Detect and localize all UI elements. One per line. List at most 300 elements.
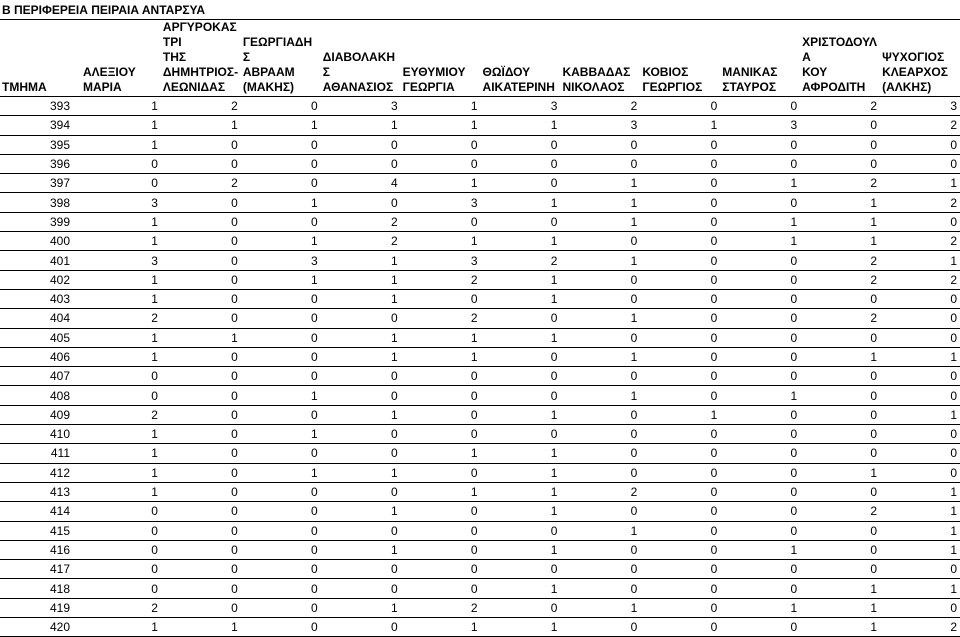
vote-count-cell[interactable]: 3: [560, 116, 640, 135]
vote-count-cell[interactable]: 3: [720, 116, 800, 135]
vote-count-cell[interactable]: 1: [321, 598, 401, 617]
vote-count-cell[interactable]: 0: [720, 463, 800, 482]
vote-count-cell[interactable]: 0: [161, 309, 241, 328]
vote-count-cell[interactable]: 0: [481, 521, 561, 540]
vote-count-cell[interactable]: 0: [560, 579, 640, 598]
vote-count-cell[interactable]: 0: [241, 502, 321, 521]
vote-count-cell[interactable]: 1: [321, 502, 401, 521]
vote-count-cell[interactable]: 1: [321, 463, 401, 482]
section-number-cell[interactable]: 413: [0, 482, 81, 501]
vote-count-cell[interactable]: 0: [640, 560, 720, 579]
vote-count-cell[interactable]: 0: [321, 425, 401, 444]
vote-count-cell[interactable]: 0: [161, 347, 241, 366]
vote-count-cell[interactable]: 1: [880, 540, 960, 559]
vote-count-cell[interactable]: 0: [241, 97, 321, 116]
vote-count-cell[interactable]: 3: [401, 251, 481, 270]
vote-count-cell[interactable]: 0: [640, 579, 720, 598]
vote-count-cell[interactable]: 0: [560, 289, 640, 308]
section-number-cell[interactable]: 397: [0, 174, 81, 193]
vote-count-cell[interactable]: 1: [481, 618, 561, 637]
vote-count-cell[interactable]: 0: [640, 347, 720, 366]
vote-count-cell[interactable]: 2: [401, 309, 481, 328]
vote-count-cell[interactable]: 0: [241, 212, 321, 231]
section-number-cell[interactable]: 415: [0, 521, 81, 540]
vote-count-cell[interactable]: 1: [321, 270, 401, 289]
vote-count-cell[interactable]: 1: [241, 193, 321, 212]
vote-count-cell[interactable]: 0: [800, 405, 880, 424]
section-number-cell[interactable]: 406: [0, 347, 81, 366]
vote-count-cell[interactable]: 2: [560, 97, 640, 116]
vote-count-cell[interactable]: 0: [81, 540, 161, 559]
vote-count-cell[interactable]: 0: [800, 386, 880, 405]
vote-count-cell[interactable]: 0: [800, 328, 880, 347]
section-number-cell[interactable]: 400: [0, 232, 81, 251]
vote-count-cell[interactable]: 0: [81, 502, 161, 521]
vote-count-cell[interactable]: 0: [161, 482, 241, 501]
vote-count-cell[interactable]: 0: [321, 367, 401, 386]
vote-count-cell[interactable]: 0: [161, 154, 241, 173]
vote-count-cell[interactable]: 0: [640, 289, 720, 308]
vote-count-cell[interactable]: 0: [720, 579, 800, 598]
vote-count-cell[interactable]: 0: [880, 425, 960, 444]
vote-count-cell[interactable]: 2: [401, 598, 481, 617]
vote-count-cell[interactable]: 1: [800, 598, 880, 617]
vote-count-cell[interactable]: 0: [241, 174, 321, 193]
vote-count-cell[interactable]: 0: [321, 560, 401, 579]
vote-count-cell[interactable]: 0: [481, 560, 561, 579]
vote-count-cell[interactable]: 0: [640, 97, 720, 116]
vote-count-cell[interactable]: 0: [800, 482, 880, 501]
vote-count-cell[interactable]: 0: [880, 289, 960, 308]
vote-count-cell[interactable]: 1: [81, 289, 161, 308]
vote-count-cell[interactable]: 1: [321, 289, 401, 308]
vote-count-cell[interactable]: 0: [880, 598, 960, 617]
vote-count-cell[interactable]: 1: [481, 232, 561, 251]
vote-count-cell[interactable]: 0: [800, 521, 880, 540]
vote-count-cell[interactable]: 0: [720, 135, 800, 154]
vote-count-cell[interactable]: 1: [481, 540, 561, 559]
vote-count-cell[interactable]: 0: [481, 367, 561, 386]
vote-count-cell[interactable]: 1: [640, 116, 720, 135]
vote-count-cell[interactable]: 0: [880, 328, 960, 347]
section-number-cell[interactable]: 399: [0, 212, 81, 231]
vote-count-cell[interactable]: 0: [401, 425, 481, 444]
vote-count-cell[interactable]: 0: [560, 154, 640, 173]
vote-count-cell[interactable]: 0: [401, 154, 481, 173]
vote-count-cell[interactable]: 0: [241, 347, 321, 366]
vote-count-cell[interactable]: 0: [81, 386, 161, 405]
vote-count-cell[interactable]: 0: [720, 405, 800, 424]
vote-count-cell[interactable]: 0: [241, 579, 321, 598]
vote-count-cell[interactable]: 0: [81, 174, 161, 193]
vote-count-cell[interactable]: 1: [81, 618, 161, 637]
vote-count-cell[interactable]: 2: [880, 270, 960, 289]
section-number-cell[interactable]: 402: [0, 270, 81, 289]
section-number-cell[interactable]: 403: [0, 289, 81, 308]
vote-count-cell[interactable]: 1: [81, 97, 161, 116]
vote-count-cell[interactable]: 1: [560, 174, 640, 193]
section-number-cell[interactable]: 395: [0, 135, 81, 154]
vote-count-cell[interactable]: 0: [640, 174, 720, 193]
vote-count-cell[interactable]: 0: [241, 444, 321, 463]
vote-count-cell[interactable]: 0: [401, 386, 481, 405]
vote-count-cell[interactable]: 0: [880, 135, 960, 154]
vote-count-cell[interactable]: 1: [800, 347, 880, 366]
vote-count-cell[interactable]: 0: [401, 212, 481, 231]
section-number-cell[interactable]: 419: [0, 598, 81, 617]
vote-count-cell[interactable]: 0: [880, 386, 960, 405]
vote-count-cell[interactable]: 0: [321, 309, 401, 328]
section-number-cell[interactable]: 412: [0, 463, 81, 482]
vote-count-cell[interactable]: 0: [161, 386, 241, 405]
vote-count-cell[interactable]: 0: [560, 502, 640, 521]
vote-count-cell[interactable]: 1: [880, 251, 960, 270]
section-number-cell[interactable]: 414: [0, 502, 81, 521]
vote-count-cell[interactable]: 1: [81, 482, 161, 501]
section-number-cell[interactable]: 410: [0, 425, 81, 444]
vote-count-cell[interactable]: 0: [321, 135, 401, 154]
vote-count-cell[interactable]: 2: [81, 309, 161, 328]
vote-count-cell[interactable]: 0: [880, 154, 960, 173]
vote-count-cell[interactable]: 0: [81, 521, 161, 540]
vote-count-cell[interactable]: 0: [720, 154, 800, 173]
vote-count-cell[interactable]: 2: [800, 270, 880, 289]
vote-count-cell[interactable]: 0: [800, 289, 880, 308]
vote-count-cell[interactable]: 0: [401, 502, 481, 521]
vote-count-cell[interactable]: 0: [720, 251, 800, 270]
vote-count-cell[interactable]: 0: [800, 540, 880, 559]
vote-count-cell[interactable]: 0: [481, 135, 561, 154]
vote-count-cell[interactable]: 2: [161, 174, 241, 193]
vote-count-cell[interactable]: 3: [241, 251, 321, 270]
vote-count-cell[interactable]: 1: [241, 463, 321, 482]
vote-count-cell[interactable]: 0: [640, 425, 720, 444]
vote-count-cell[interactable]: 1: [81, 347, 161, 366]
vote-count-cell[interactable]: 2: [560, 482, 640, 501]
vote-count-cell[interactable]: 0: [880, 444, 960, 463]
vote-count-cell[interactable]: 1: [560, 251, 640, 270]
vote-count-cell[interactable]: 1: [401, 232, 481, 251]
vote-count-cell[interactable]: 1: [321, 540, 401, 559]
vote-count-cell[interactable]: 0: [241, 618, 321, 637]
vote-count-cell[interactable]: 1: [81, 463, 161, 482]
vote-count-cell[interactable]: 1: [481, 116, 561, 135]
vote-count-cell[interactable]: 0: [720, 328, 800, 347]
vote-count-cell[interactable]: 1: [161, 328, 241, 347]
vote-count-cell[interactable]: 0: [640, 540, 720, 559]
vote-count-cell[interactable]: 0: [81, 154, 161, 173]
vote-count-cell[interactable]: 0: [161, 560, 241, 579]
vote-count-cell[interactable]: 0: [560, 328, 640, 347]
vote-count-cell[interactable]: 0: [880, 463, 960, 482]
vote-count-cell[interactable]: 0: [241, 135, 321, 154]
vote-count-cell[interactable]: 0: [481, 425, 561, 444]
vote-count-cell[interactable]: 0: [481, 598, 561, 617]
vote-count-cell[interactable]: 0: [720, 502, 800, 521]
vote-count-cell[interactable]: 0: [161, 540, 241, 559]
vote-count-cell[interactable]: 1: [481, 444, 561, 463]
vote-count-cell[interactable]: 0: [640, 328, 720, 347]
vote-count-cell[interactable]: 0: [800, 135, 880, 154]
vote-count-cell[interactable]: 1: [401, 116, 481, 135]
vote-count-cell[interactable]: 4: [321, 174, 401, 193]
vote-count-cell[interactable]: 1: [880, 482, 960, 501]
vote-count-cell[interactable]: 1: [720, 386, 800, 405]
vote-count-cell[interactable]: 1: [401, 347, 481, 366]
vote-count-cell[interactable]: 1: [720, 540, 800, 559]
vote-count-cell[interactable]: 0: [161, 270, 241, 289]
vote-count-cell[interactable]: 1: [720, 598, 800, 617]
vote-count-cell[interactable]: 3: [481, 97, 561, 116]
section-number-cell[interactable]: 409: [0, 405, 81, 424]
section-number-cell[interactable]: 407: [0, 367, 81, 386]
vote-count-cell[interactable]: 3: [81, 251, 161, 270]
vote-count-cell[interactable]: 1: [241, 116, 321, 135]
section-number-cell[interactable]: 393: [0, 97, 81, 116]
vote-count-cell[interactable]: 3: [880, 97, 960, 116]
vote-count-cell[interactable]: 0: [640, 463, 720, 482]
vote-count-cell[interactable]: 0: [560, 425, 640, 444]
section-number-cell[interactable]: 416: [0, 540, 81, 559]
vote-count-cell[interactable]: 1: [800, 212, 880, 231]
vote-count-cell[interactable]: 0: [560, 270, 640, 289]
vote-count-cell[interactable]: 1: [81, 232, 161, 251]
vote-count-cell[interactable]: 0: [720, 618, 800, 637]
vote-count-cell[interactable]: 1: [800, 579, 880, 598]
vote-count-cell[interactable]: 0: [161, 251, 241, 270]
vote-count-cell[interactable]: 0: [161, 193, 241, 212]
vote-count-cell[interactable]: 1: [481, 502, 561, 521]
vote-count-cell[interactable]: 0: [241, 367, 321, 386]
vote-count-cell[interactable]: 0: [560, 232, 640, 251]
vote-count-cell[interactable]: 1: [321, 251, 401, 270]
vote-count-cell[interactable]: 0: [640, 135, 720, 154]
vote-count-cell[interactable]: 0: [800, 560, 880, 579]
vote-count-cell[interactable]: 0: [880, 560, 960, 579]
vote-count-cell[interactable]: 2: [880, 193, 960, 212]
vote-count-cell[interactable]: 1: [401, 97, 481, 116]
vote-count-cell[interactable]: 0: [401, 579, 481, 598]
vote-count-cell[interactable]: 0: [720, 193, 800, 212]
vote-count-cell[interactable]: 0: [560, 618, 640, 637]
vote-count-cell[interactable]: 0: [401, 405, 481, 424]
vote-count-cell[interactable]: 0: [481, 347, 561, 366]
vote-count-cell[interactable]: 2: [161, 97, 241, 116]
vote-count-cell[interactable]: 0: [161, 579, 241, 598]
section-number-cell[interactable]: 405: [0, 328, 81, 347]
section-number-cell[interactable]: 401: [0, 251, 81, 270]
vote-count-cell[interactable]: 0: [241, 482, 321, 501]
vote-count-cell[interactable]: 1: [880, 502, 960, 521]
vote-count-cell[interactable]: 0: [720, 482, 800, 501]
vote-count-cell[interactable]: 0: [321, 193, 401, 212]
vote-count-cell[interactable]: 0: [161, 463, 241, 482]
vote-count-cell[interactable]: 1: [800, 232, 880, 251]
vote-count-cell[interactable]: 0: [720, 521, 800, 540]
vote-count-cell[interactable]: 0: [640, 502, 720, 521]
vote-count-cell[interactable]: 0: [800, 154, 880, 173]
vote-count-cell[interactable]: 2: [880, 116, 960, 135]
vote-count-cell[interactable]: 0: [720, 425, 800, 444]
vote-count-cell[interactable]: 0: [720, 309, 800, 328]
vote-count-cell[interactable]: 3: [401, 193, 481, 212]
vote-count-cell[interactable]: 0: [81, 560, 161, 579]
vote-count-cell[interactable]: 1: [800, 193, 880, 212]
vote-count-cell[interactable]: 0: [321, 386, 401, 405]
vote-count-cell[interactable]: 0: [640, 154, 720, 173]
vote-count-cell[interactable]: 0: [560, 560, 640, 579]
vote-count-cell[interactable]: 1: [241, 386, 321, 405]
vote-count-cell[interactable]: 1: [321, 347, 401, 366]
vote-count-cell[interactable]: 0: [640, 193, 720, 212]
vote-count-cell[interactable]: 1: [720, 232, 800, 251]
vote-count-cell[interactable]: 0: [241, 309, 321, 328]
vote-count-cell[interactable]: 0: [720, 444, 800, 463]
vote-count-cell[interactable]: 3: [321, 97, 401, 116]
vote-count-cell[interactable]: 0: [640, 444, 720, 463]
vote-count-cell[interactable]: 0: [800, 425, 880, 444]
vote-count-cell[interactable]: 1: [640, 405, 720, 424]
vote-count-cell[interactable]: 0: [401, 289, 481, 308]
vote-count-cell[interactable]: 0: [481, 386, 561, 405]
vote-count-cell[interactable]: 1: [560, 521, 640, 540]
vote-count-cell[interactable]: 0: [640, 618, 720, 637]
vote-count-cell[interactable]: 0: [560, 540, 640, 559]
vote-count-cell[interactable]: 0: [241, 154, 321, 173]
vote-count-cell[interactable]: 1: [481, 482, 561, 501]
vote-count-cell[interactable]: 1: [321, 328, 401, 347]
vote-count-cell[interactable]: 0: [161, 289, 241, 308]
vote-count-cell[interactable]: 1: [481, 579, 561, 598]
vote-count-cell[interactable]: 0: [81, 367, 161, 386]
vote-count-cell[interactable]: 1: [481, 328, 561, 347]
vote-count-cell[interactable]: 0: [640, 212, 720, 231]
vote-count-cell[interactable]: 1: [241, 425, 321, 444]
vote-count-cell[interactable]: 0: [560, 135, 640, 154]
vote-count-cell[interactable]: 0: [161, 135, 241, 154]
vote-count-cell[interactable]: 2: [321, 212, 401, 231]
vote-count-cell[interactable]: 1: [560, 193, 640, 212]
vote-count-cell[interactable]: 0: [161, 212, 241, 231]
vote-count-cell[interactable]: 1: [880, 347, 960, 366]
vote-count-cell[interactable]: 0: [321, 482, 401, 501]
vote-count-cell[interactable]: 1: [321, 116, 401, 135]
vote-count-cell[interactable]: 0: [401, 540, 481, 559]
vote-count-cell[interactable]: 1: [481, 289, 561, 308]
vote-count-cell[interactable]: 1: [81, 212, 161, 231]
vote-count-cell[interactable]: 0: [401, 463, 481, 482]
vote-count-cell[interactable]: 1: [560, 309, 640, 328]
section-number-cell[interactable]: 418: [0, 579, 81, 598]
vote-count-cell[interactable]: 0: [241, 328, 321, 347]
vote-count-cell[interactable]: 1: [81, 444, 161, 463]
vote-count-cell[interactable]: 0: [720, 97, 800, 116]
vote-count-cell[interactable]: 1: [401, 482, 481, 501]
vote-count-cell[interactable]: 1: [401, 618, 481, 637]
vote-count-cell[interactable]: 0: [241, 540, 321, 559]
vote-count-cell[interactable]: 0: [880, 212, 960, 231]
vote-count-cell[interactable]: 0: [161, 502, 241, 521]
vote-count-cell[interactable]: 0: [481, 309, 561, 328]
vote-count-cell[interactable]: 1: [481, 463, 561, 482]
vote-count-cell[interactable]: 0: [321, 154, 401, 173]
section-number-cell[interactable]: 398: [0, 193, 81, 212]
vote-count-cell[interactable]: 0: [640, 386, 720, 405]
vote-count-cell[interactable]: 2: [81, 598, 161, 617]
vote-count-cell[interactable]: 1: [81, 116, 161, 135]
vote-count-cell[interactable]: 2: [321, 232, 401, 251]
vote-count-cell[interactable]: 3: [81, 193, 161, 212]
vote-count-cell[interactable]: 1: [560, 212, 640, 231]
vote-count-cell[interactable]: 0: [401, 560, 481, 579]
vote-count-cell[interactable]: 0: [321, 444, 401, 463]
vote-count-cell[interactable]: 0: [481, 174, 561, 193]
vote-count-cell[interactable]: 0: [321, 579, 401, 598]
vote-count-cell[interactable]: 0: [640, 232, 720, 251]
vote-count-cell[interactable]: 1: [81, 270, 161, 289]
vote-count-cell[interactable]: 0: [81, 579, 161, 598]
vote-count-cell[interactable]: 1: [81, 135, 161, 154]
vote-count-cell[interactable]: 0: [640, 367, 720, 386]
vote-count-cell[interactable]: 0: [161, 425, 241, 444]
vote-count-cell[interactable]: 0: [481, 212, 561, 231]
vote-count-cell[interactable]: 0: [241, 521, 321, 540]
vote-count-cell[interactable]: 1: [880, 579, 960, 598]
vote-count-cell[interactable]: 0: [640, 598, 720, 617]
vote-count-cell[interactable]: 0: [720, 367, 800, 386]
vote-count-cell[interactable]: 0: [560, 405, 640, 424]
vote-count-cell[interactable]: 2: [800, 97, 880, 116]
vote-count-cell[interactable]: 0: [640, 482, 720, 501]
vote-count-cell[interactable]: 1: [560, 347, 640, 366]
vote-count-cell[interactable]: 0: [720, 347, 800, 366]
vote-count-cell[interactable]: 0: [481, 154, 561, 173]
vote-count-cell[interactable]: 1: [481, 270, 561, 289]
vote-count-cell[interactable]: 1: [720, 212, 800, 231]
vote-count-cell[interactable]: 1: [560, 598, 640, 617]
vote-count-cell[interactable]: 0: [401, 521, 481, 540]
vote-count-cell[interactable]: 1: [241, 232, 321, 251]
vote-count-cell[interactable]: 0: [720, 270, 800, 289]
section-number-cell[interactable]: 411: [0, 444, 81, 463]
vote-count-cell[interactable]: 1: [880, 174, 960, 193]
vote-count-cell[interactable]: 2: [800, 251, 880, 270]
vote-count-cell[interactable]: 1: [880, 405, 960, 424]
vote-count-cell[interactable]: 1: [321, 405, 401, 424]
section-number-cell[interactable]: 394: [0, 116, 81, 135]
vote-count-cell[interactable]: 0: [560, 463, 640, 482]
vote-count-cell[interactable]: 0: [640, 521, 720, 540]
vote-count-cell[interactable]: 0: [401, 367, 481, 386]
vote-count-cell[interactable]: 1: [481, 405, 561, 424]
vote-count-cell[interactable]: 0: [720, 289, 800, 308]
section-number-cell[interactable]: 408: [0, 386, 81, 405]
vote-count-cell[interactable]: 0: [161, 598, 241, 617]
vote-count-cell[interactable]: 0: [640, 270, 720, 289]
vote-count-cell[interactable]: 1: [401, 174, 481, 193]
vote-count-cell[interactable]: 2: [81, 405, 161, 424]
vote-count-cell[interactable]: 2: [880, 232, 960, 251]
vote-count-cell[interactable]: 2: [800, 174, 880, 193]
vote-count-cell[interactable]: 0: [241, 405, 321, 424]
vote-count-cell[interactable]: 2: [800, 309, 880, 328]
vote-count-cell[interactable]: 1: [161, 618, 241, 637]
vote-count-cell[interactable]: 0: [241, 560, 321, 579]
vote-count-cell[interactable]: 2: [880, 618, 960, 637]
vote-count-cell[interactable]: 2: [481, 251, 561, 270]
section-number-cell[interactable]: 396: [0, 154, 81, 173]
vote-count-cell[interactable]: 0: [161, 444, 241, 463]
